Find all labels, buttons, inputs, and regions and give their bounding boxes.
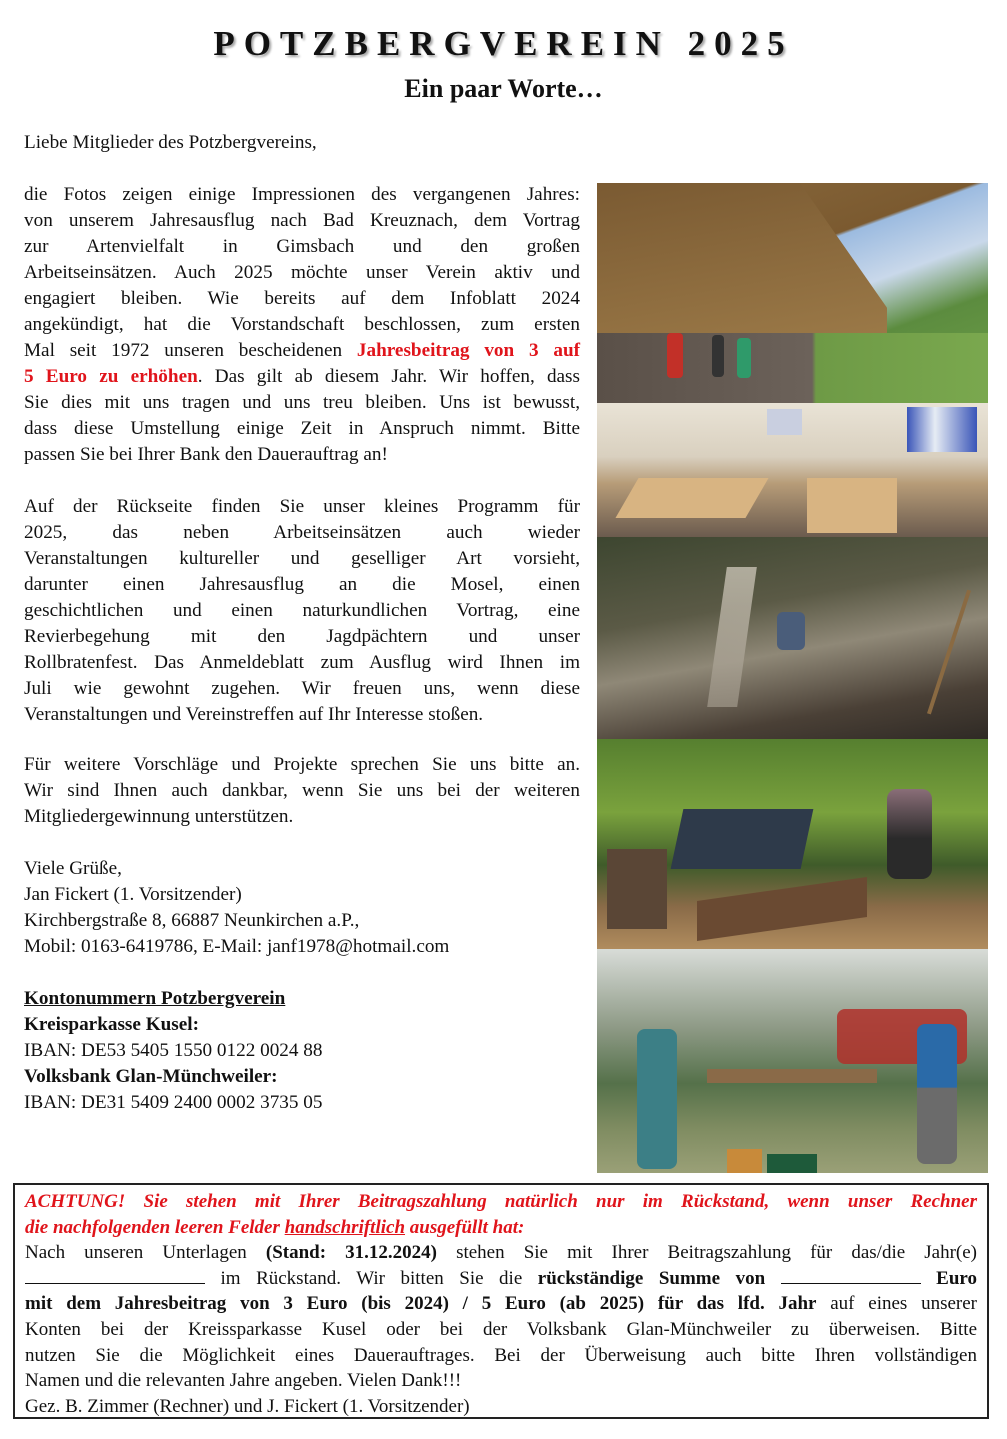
p1-line: zur Artenvielfalt in Gimsbach und den großen <box>24 236 580 257</box>
p2-line: Rollbratenfest. Das Anmeldeblatt zum Ausflug wird Ihnen im <box>24 652 580 673</box>
p1-line: von unserem Jahresausflug nach Bad Kreuznach, dem Vortrag <box>24 210 580 231</box>
photo-lecture-hall <box>597 403 988 537</box>
p2-line: darunter einen Jahresausflug an die Mosel, einen <box>24 574 580 595</box>
accounts-heading: Kontonummern Potzbergverein <box>24 988 286 1009</box>
bank1-iban: IBAN: DE53 5405 1550 0122 0024 88 <box>24 1040 323 1061</box>
p1-line: engagiert bleiben. Wie bereits auf dem Infoblatt 2024 <box>24 288 580 309</box>
p2-line: geschichtlichen und einen naturkundlichen Vortrag, eine <box>24 600 580 621</box>
years-blank-field[interactable] <box>25 1267 205 1284</box>
notice-signatures: Gez. B. Zimmer (Rechner) und J. Fickert (1. Vorsitzender) <box>25 1395 470 1417</box>
warning-line: ACHTUNG! Sie stehen mit Ihrer Beitragszahlung natürlich nur im Rückstand, wenn unser Rechner <box>25 1191 977 1212</box>
signature-block <box>24 856 580 960</box>
p2-line: Juli wie gewohnt zugehen. Wir freuen uns, wenn diese <box>24 678 580 699</box>
signer-name: Jan Fickert (1. Vorsitzender) <box>24 884 242 905</box>
notice-text: auf eines unserer <box>816 1293 977 1315</box>
amount-blank-field[interactable] <box>781 1267 921 1284</box>
notice-currency: Euro <box>936 1267 978 1289</box>
bank1-name: Kreisparkasse Kusel: <box>24 1014 200 1035</box>
notice-text: stehen Sie mit Ihrer Beitragszahlung für das/die Jahr(e) <box>436 1242 977 1264</box>
page-title: POTZBERGVEREIN 2025 <box>213 24 794 63</box>
notice-line-2 <box>25 1266 977 1292</box>
p1-line: die Fotos zeigen einige Impressionen des vergangenen Jahres: <box>24 184 580 205</box>
p1-line: Arbeitseinsätzen. Auch 2025 möchte unser Verein aktiv und <box>24 262 580 283</box>
notice-text: im Rückstand. Wir bitten Sie die <box>205 1267 538 1289</box>
p3-line: Mitgliedergewinnung unterstützen. <box>24 806 294 827</box>
notice-text: Nach unseren Unterlagen <box>25 1242 266 1264</box>
payment-notice-box <box>13 1183 989 1419</box>
notice-line-1 <box>25 1240 977 1266</box>
p1-text: Mal seit 1972 unseren bescheidenen <box>24 340 357 361</box>
p1-text: . Das gilt ab diesem Jahr. Wir hoffen, dass <box>197 366 580 387</box>
p2-line: Auf der Rückseite finden Sie unser kleines Programm für <box>24 496 580 517</box>
photo-graduation-tower-excursion <box>597 183 988 403</box>
warning-text: ausgefüllt hat: <box>405 1216 525 1238</box>
p2-line: Revierbegehung mit den Jagdpächtern und unser <box>24 626 580 647</box>
notice-sum-label: rückständige Summe von <box>537 1267 766 1289</box>
notice-line: nutzen Sie die Möglichkeit eines Dauerauftrages. Bei der Überweisung auch bitte Ihren vollständigen <box>25 1344 977 1366</box>
paragraph-1 <box>24 182 580 468</box>
p1-line-8 <box>24 364 580 390</box>
photo-collage <box>597 183 988 1173</box>
warning-text: die nachfolgenden leeren Felder <box>25 1216 285 1238</box>
p2-line: 2025, das neben Arbeitseinsätzen auch wieder <box>24 522 580 543</box>
p1-line: dass diese Umstellung einige Zeit in Anspruch nimmt. Bitte <box>24 418 580 439</box>
p3-line: Für weitere Vorschläge und Projekte sprechen Sie uns bitte an. <box>24 754 580 775</box>
greeting: Liebe Mitglieder des Potzbergvereins, <box>24 132 317 153</box>
notice-date: (Stand: 31.12.2024) <box>265 1242 437 1264</box>
p1-line: passen Sie bei Ihrer Bank den Dauerauftrag an! <box>24 444 388 465</box>
photo-bench-renovation <box>597 739 988 949</box>
p2-line: Veranstaltungen kultureller und geselliger Art vorsieht, <box>24 548 580 569</box>
fee-highlight: Jahresbeitrag von 3 auf <box>356 340 581 361</box>
p2-line: Veranstaltungen und Vereinstreffen auf Ihr Interesse stoßen. <box>24 704 484 725</box>
paragraph-2 <box>24 494 580 728</box>
p1-line: Sie dies mit uns tragen und uns treu bleiben. Uns ist bewusst, <box>24 392 580 413</box>
page-subtitle: Ein paar Worte… <box>404 74 603 103</box>
p1-line: angekündigt, hat die Vorstandschaft beschlossen, zum ersten <box>24 314 580 335</box>
signer-contact: Mobil: 0163-6419786, E-Mail: janf1978@hotmail.com <box>24 936 450 957</box>
bank-accounts <box>24 986 580 1116</box>
signer-address: Kirchbergstraße 8, 66887 Neunkirchen a.P., <box>24 910 360 931</box>
p3-line: Wir sind Ihnen auch dankbar, wenn Sie uns bei der weiteren <box>24 780 580 801</box>
photo-group-picnic <box>597 949 988 1173</box>
closing: Viele Grüße, <box>24 858 122 879</box>
bank2-iban: IBAN: DE31 5409 2400 0002 3735 05 <box>24 1092 323 1113</box>
photo-trail-work <box>597 537 988 739</box>
paragraph-3 <box>24 752 580 830</box>
notice-fee-text: mit dem Jahresbeitrag von 3 Euro (bis 2024) / 5 Euro (ab 2025) für das lfd. Jahr <box>25 1293 817 1315</box>
warning-line-2 <box>25 1215 977 1241</box>
fee-highlight: 5 Euro zu erhöhen <box>24 366 198 387</box>
notice-line: Namen und die relevanten Jahre angeben. Vielen Dank!!! <box>25 1370 462 1392</box>
notice-line-3 <box>25 1291 977 1317</box>
bank2-name: Volksbank Glan-Münchweiler: <box>24 1066 278 1087</box>
p1-line-7 <box>24 338 580 364</box>
notice-line: Konten bei der Kreissparkasse Kusel oder bei der Volksbank Glan-Münchweiler zu überweisen. Bitte <box>25 1318 977 1340</box>
warning-handwritten: handschriftlich <box>284 1216 406 1238</box>
